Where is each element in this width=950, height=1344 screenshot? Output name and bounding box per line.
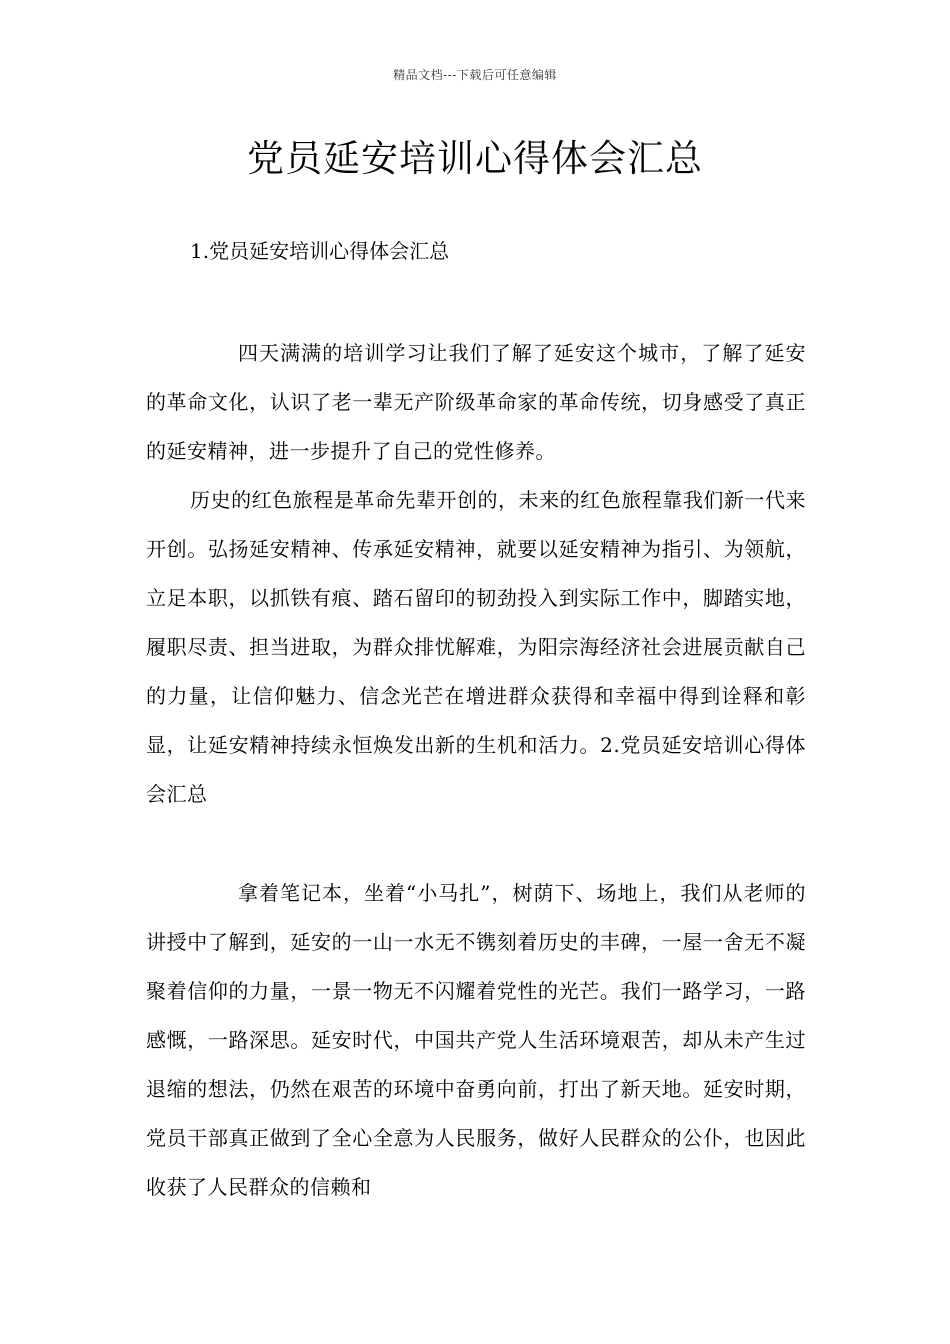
header-note: 精品文档---下载后可任意编辑 [393, 68, 557, 82]
paragraph-1: 四天满满的培训学习让我们了解了延安这个城市，了解了延安的革命文化，认识了老一辈无产阶级革命家的革命传统，切身感受了真正的延安精神，进一步提升了自己的党性修养。 [146, 341, 806, 463]
section-heading: 1.党员延安培训心得体会汇总 [190, 239, 450, 263]
paragraph-2: 历史的红色旅程是革命先辈开创的，未来的红色旅程靠我们新一代来开创。弘扬延安精神、传承延安精神，就要以延安精神为指引、为领航，立足本职，以抓铁有痕、踏石留印的韧劲投入到实际工作中，脚踏实地，履职尽责、担当进取，为群众排忧解难，为阳宗海经济社会进展贡献自己的力量，让信仰魅力、信念光芒在增进群众获得和幸福中得到诠释和彰显，让延安精神持续永恒焕发出新的生机和活力。2.党员延安培训心得体会汇总 [146, 488, 806, 806]
document-title: 党员延安培训心得体会汇总 [247, 137, 703, 180]
paragraph-3: 拿着笔记本，坐着“小马扎”，树荫下、场地上，我们从老师的讲授中了解到，延安的一山一水无不镌刻着历史的丰碑，一屋一舍无不凝聚着信仰的力量，一景一物无不闪耀着党性的光芒。我们一路学习，一路感慨，一路深思。延安时代，中国共产党人生活环境艰苦，却从未产生过退缩的想法，仍然在艰苦的环境中奋勇向前，打出了新天地。延安时期，党员干部真正做到了全心全意为人民服务，做好人民群众的公仆，也因此收获了人民群众的信赖和 [146, 881, 806, 1199]
